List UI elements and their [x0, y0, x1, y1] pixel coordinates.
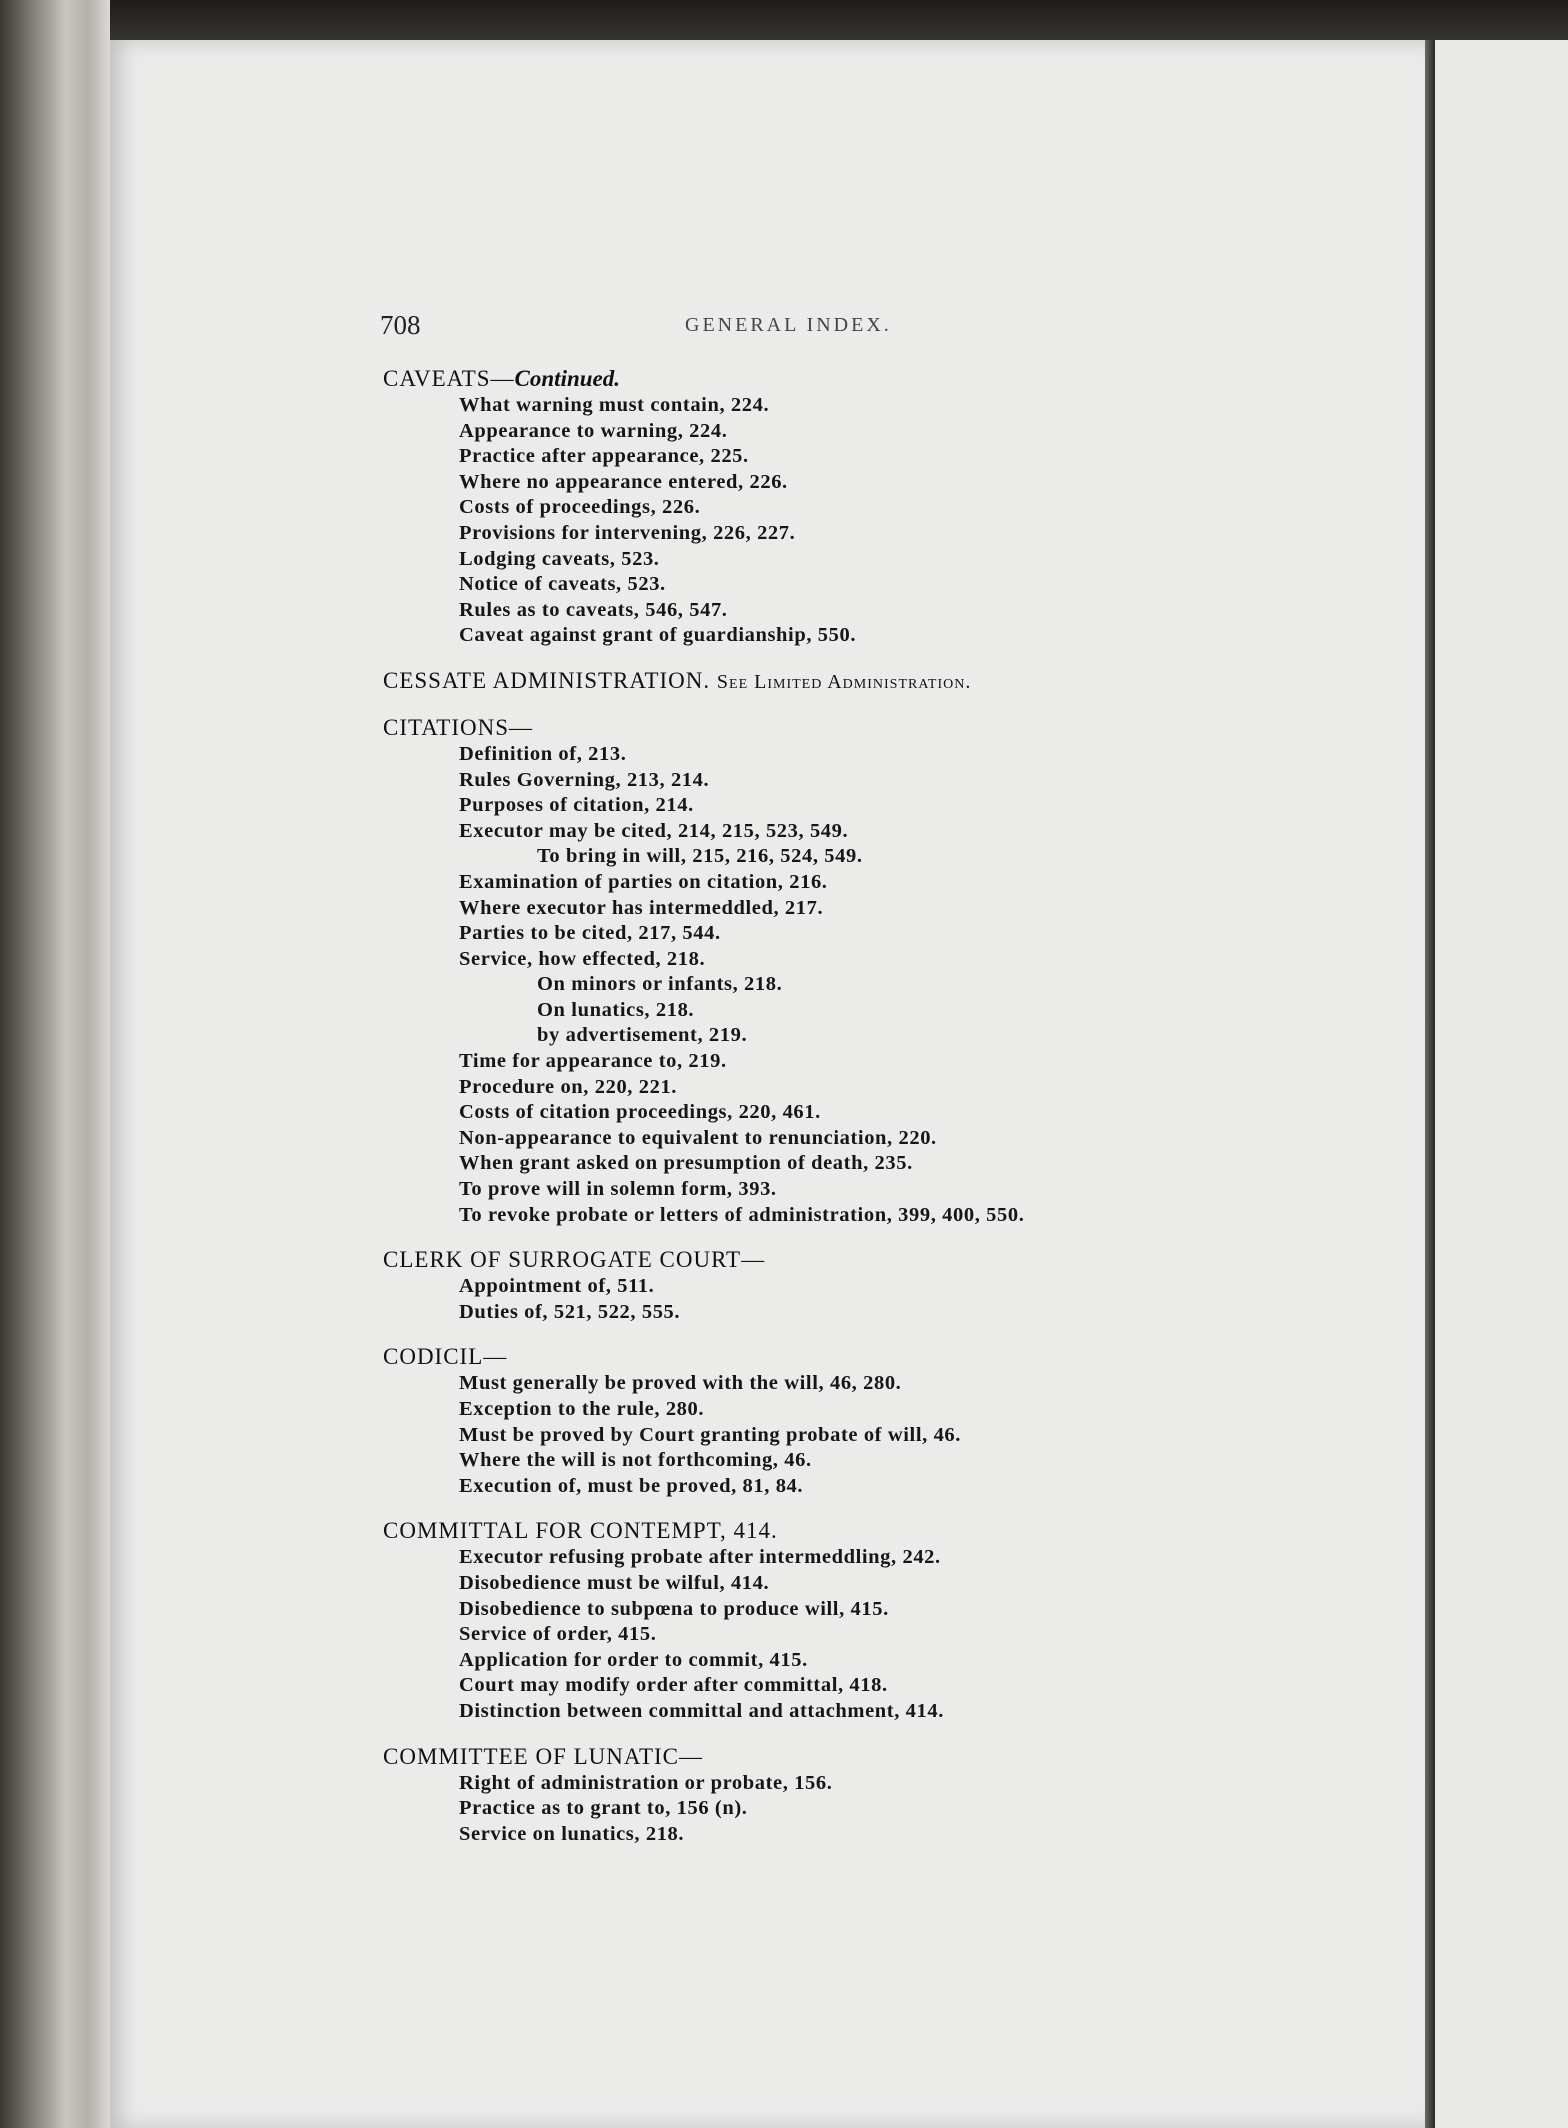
- index-subentry: Where no appearance entered, 226.: [459, 470, 788, 493]
- index-subentry: Appearance to warning, 224.: [459, 419, 728, 442]
- index-subentry: Where executor has intermeddled, 217.: [459, 896, 824, 919]
- index-subentry: To bring in will, 215, 216, 524, 549.: [537, 845, 863, 868]
- index-subentry: Practice after appearance, 225.: [459, 445, 749, 468]
- index-subentry: Notice of caveats, 523.: [459, 573, 666, 596]
- index-entry: [383, 1343, 1323, 1499]
- index-subentry: Lodging caveats, 523.: [459, 547, 660, 570]
- index-subentry: Definition of, 213.: [459, 742, 627, 765]
- index-subentry: Disobedience to subpœna to produce will, 415.: [459, 1597, 889, 1620]
- index-subentry: by advertisement, 219.: [537, 1024, 748, 1047]
- index-subentry: Time for appearance to, 219.: [459, 1050, 727, 1073]
- index-subentry: Where the will is not forthcoming, 46.: [459, 1449, 812, 1472]
- index-subentry: Examination of parties on citation, 216.: [459, 870, 828, 893]
- index-entry: [383, 1743, 1323, 1848]
- entry-heading-text: CITATIONS—: [383, 714, 533, 740]
- index-subentry: Non-appearance to equivalent to renunciation, 220.: [459, 1126, 937, 1149]
- entry-heading: [383, 1743, 1323, 1771]
- index-subentry: When grant asked on presumption of death, 235.: [459, 1152, 913, 1175]
- index-subentry: Costs of proceedings, 226.: [459, 496, 701, 519]
- entry-heading-text: COMMITTAL FOR CONTEMPT, 414.: [383, 1518, 778, 1544]
- index-subentry: Rules Governing, 213, 214.: [459, 768, 710, 791]
- index-subentry: Appointment of, 511.: [459, 1275, 655, 1298]
- index-subentry: Parties to be cited, 217, 544.: [459, 922, 721, 945]
- entry-heading-text: CAVEATS—: [383, 366, 515, 391]
- entry-heading: [383, 714, 1323, 742]
- index-subentry: Must generally be proved with the will, 46, 280.: [459, 1372, 902, 1395]
- index-entry: [383, 714, 1323, 1228]
- index-subentry: To prove will in solemn form, 393.: [459, 1178, 777, 1201]
- index-entry: [383, 1246, 1323, 1325]
- see-reference: See Limited Administration.: [716, 670, 972, 693]
- entry-heading-text: COMMITTEE OF LUNATIC—: [383, 1743, 703, 1769]
- index-subentry: Purposes of citation, 214.: [459, 794, 694, 817]
- index-subentry: Executor refusing probate after intermeddling, 242.: [459, 1546, 941, 1569]
- index-content: [383, 365, 1323, 1865]
- index-subentry: Duties of, 521, 522, 555.: [459, 1300, 681, 1323]
- index-subentry: On minors or infants, 218.: [537, 973, 783, 996]
- index-subentry: Service on lunatics, 218.: [459, 1822, 685, 1845]
- index-subentry: Provisions for intervening, 226, 227.: [459, 521, 796, 544]
- continued-label: Continued.: [514, 366, 621, 391]
- index-entry: [383, 667, 1323, 696]
- running-title: GENERAL INDEX.: [685, 314, 892, 336]
- page-header: [380, 310, 1140, 350]
- entry-heading: [383, 667, 1323, 696]
- index-subentry: Executor may be cited, 214, 215, 523, 549.: [459, 819, 849, 842]
- index-entry: [383, 1517, 1323, 1724]
- index-subentry: Service, how effected, 218.: [459, 947, 706, 970]
- index-subentry: Practice as to grant to, 156 (n).: [459, 1797, 748, 1820]
- entry-heading-text: CESSATE ADMINISTRATION.: [383, 667, 711, 693]
- index-subentry: Rules as to caveats, 546, 547.: [459, 598, 728, 621]
- book-page-edges: [0, 0, 110, 2128]
- entry-heading: [383, 365, 1323, 393]
- entry-heading-text: CLERK OF SURROGATE COURT—: [383, 1247, 766, 1273]
- index-subentry: Must be proved by Court granting probate of will, 46.: [459, 1423, 961, 1446]
- index-subentry: To revoke probate or letters of administration, 399, 400, 550.: [459, 1203, 1025, 1226]
- entry-heading-text: CODICIL—: [383, 1344, 508, 1370]
- index-subentry: Exception to the rule, 280.: [459, 1398, 705, 1420]
- index-subentry: Service of order, 415.: [459, 1623, 657, 1646]
- page-number: 708: [380, 310, 421, 340]
- index-subentry: Execution of, must be proved, 81, 84.: [459, 1474, 804, 1497]
- index-subentry: Procedure on, 220, 221.: [459, 1075, 678, 1098]
- index-subentry: Right of administration or probate, 156.: [459, 1771, 833, 1794]
- book-gutter: [1425, 40, 1435, 2128]
- index-subentry: On lunatics, 218.: [537, 998, 695, 1021]
- index-subentry: Caveat against grant of guardianship, 550.: [459, 624, 857, 647]
- entry-heading: [383, 1517, 1323, 1545]
- index-subentry: What warning must contain, 224.: [459, 394, 770, 416]
- index-subentry: Costs of citation proceedings, 220, 461.: [459, 1101, 821, 1124]
- entry-heading: [383, 1246, 1323, 1274]
- index-entry: [383, 365, 1323, 649]
- index-subentry: Court may modify order after committal, 418.: [459, 1674, 888, 1697]
- index-subentry: Application for order to commit, 415.: [459, 1648, 808, 1671]
- right-page-sliver: [1435, 40, 1568, 2128]
- index-subentry: Disobedience must be wilful, 414.: [459, 1571, 770, 1594]
- entry-heading: [383, 1343, 1323, 1371]
- index-subentry: Distinction between committal and attachment, 414.: [459, 1699, 944, 1722]
